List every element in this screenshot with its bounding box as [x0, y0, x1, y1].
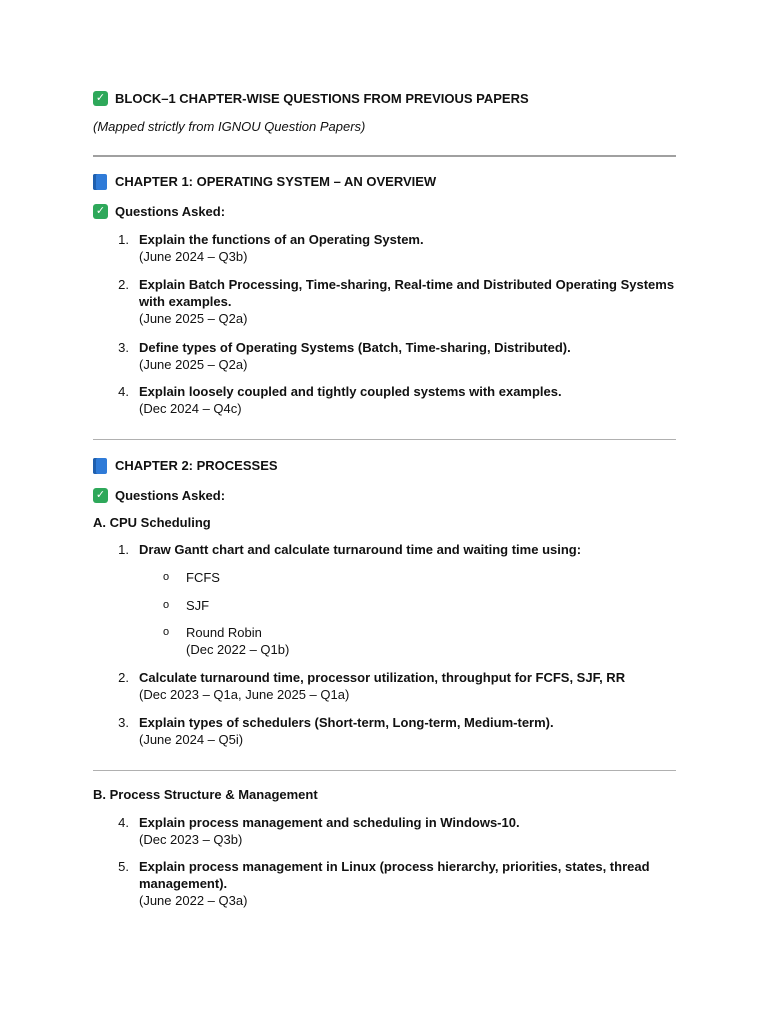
- check-icon: ✓: [93, 488, 108, 503]
- section-b-heading: B. Process Structure & Management: [93, 787, 318, 802]
- question-ref: (Dec 2023 – Q1a, June 2025 – Q1a): [139, 687, 350, 702]
- document-title: [93, 90, 529, 107]
- question-text: Explain process management in Linux (process hierarchy, priorities, states, thread management).: [139, 859, 650, 891]
- question-ref: (Dec 2022 – Q1b): [186, 642, 290, 657]
- bullet-marker: o: [163, 626, 170, 638]
- question-text: Explain process management and scheduling in Windows-10.: [139, 815, 520, 830]
- question-ref: (June 2024 – Q5i): [139, 732, 244, 747]
- question-ref: (June 2024 – Q3b): [139, 249, 248, 264]
- bullet-marker: o: [163, 599, 170, 611]
- question-text: Explain loosely coupled and tightly coupled systems with examples.: [139, 384, 562, 399]
- question-ref: (Dec 2024 – Q4c): [139, 401, 242, 416]
- section-a-heading: A. CPU Scheduling: [93, 515, 211, 530]
- book-icon: [93, 174, 107, 190]
- question-ref: (June 2022 – Q3a): [139, 893, 248, 908]
- divider: [93, 439, 676, 440]
- question-ref: (Dec 2023 – Q3b): [139, 832, 243, 847]
- subtitle: (Mapped strictly from IGNOU Question Papers): [93, 119, 366, 134]
- chapter2-title: CHAPTER 2: PROCESSES: [115, 458, 278, 473]
- chapter1-title: CHAPTER 1: OPERATING SYSTEM – AN OVERVIEW: [115, 174, 437, 189]
- question-text: Draw Gantt chart and calculate turnaround time and waiting time using:: [139, 542, 582, 557]
- chapter1-questions-label: ✓ Questions Asked:: [93, 203, 225, 220]
- check-icon: ✓: [93, 91, 108, 106]
- chapter2-questions-label: ✓ Questions Asked:: [93, 487, 225, 504]
- question-text: Define types of Operating Systems (Batch, Time-sharing, Distributed).: [139, 340, 571, 355]
- question-text: Calculate turnaround time, processor utilization, throughput for FCFS, SJF, RR: [139, 670, 626, 685]
- check-icon: ✓: [93, 204, 108, 219]
- chapter2-heading: [93, 457, 278, 474]
- book-icon: [93, 458, 107, 474]
- question-text: Explain the functions of an Operating System.: [139, 232, 424, 247]
- question-text: Explain types of schedulers (Short-term, Long-term, Medium-term).: [139, 715, 554, 730]
- question-ref: (June 2025 – Q2a): [139, 357, 248, 372]
- chapter1-heading: [93, 173, 436, 190]
- question-text: Explain Batch Processing, Time-sharing, Real-time and Distributed Operating Systems with examples.: [139, 277, 675, 309]
- title-text: BLOCK–1 CHAPTER-WISE QUESTIONS FROM PREVIOUS PAPERS: [115, 91, 529, 106]
- divider: [93, 155, 676, 157]
- question-ref: (June 2025 – Q2a): [139, 311, 248, 326]
- divider: [93, 770, 676, 771]
- bullet-marker: o: [163, 571, 170, 583]
